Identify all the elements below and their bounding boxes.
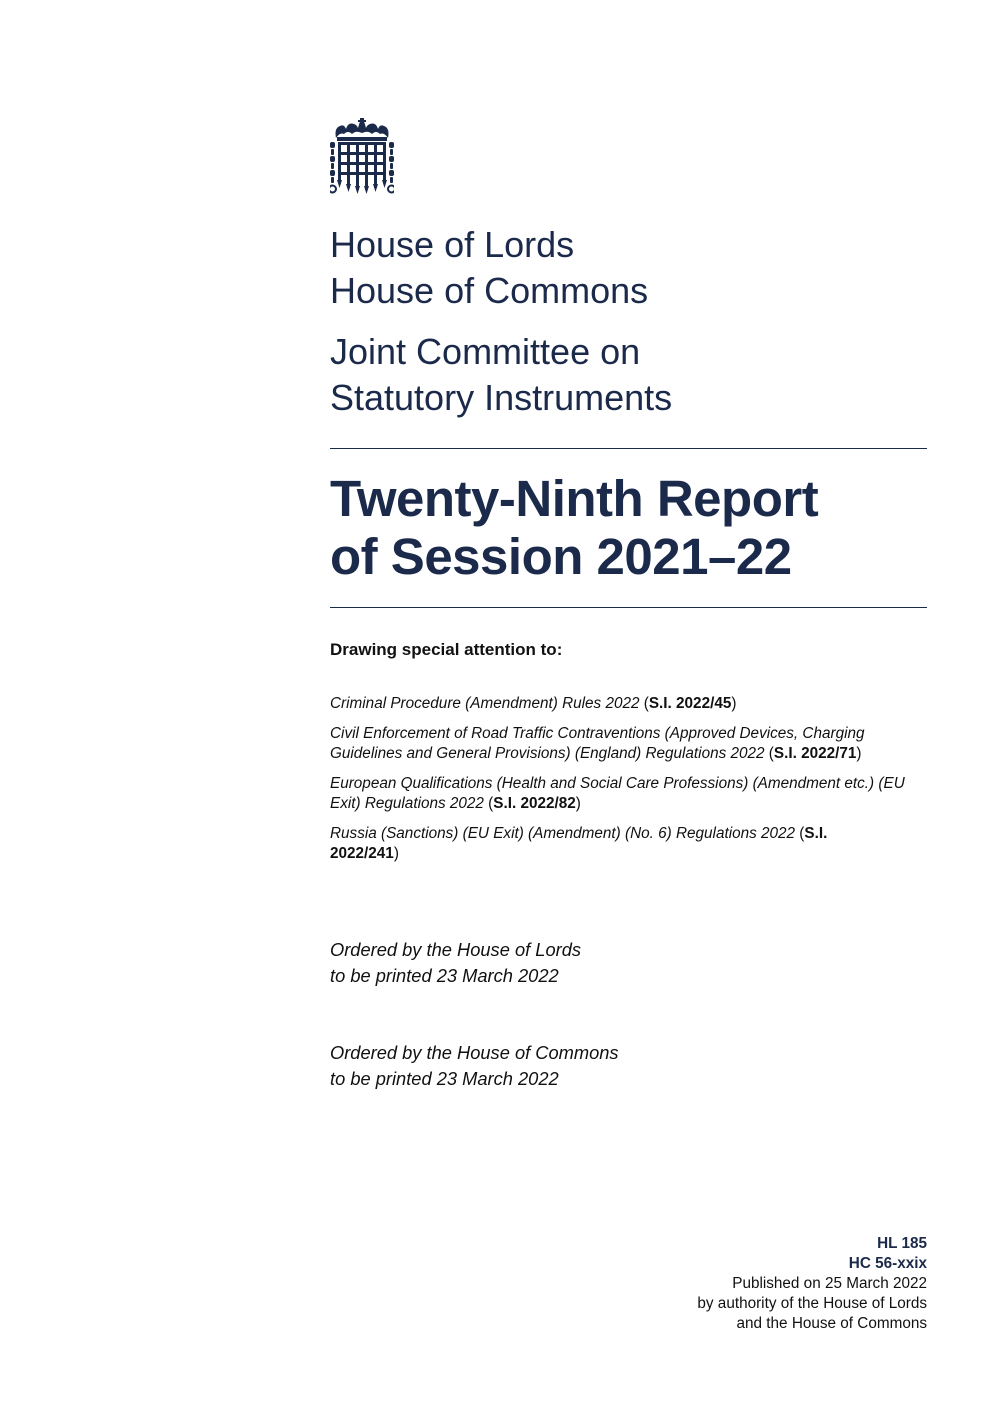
ordered-commons-line-1: Ordered by the House of Commons — [330, 1042, 619, 1063]
attention-heading: Drawing special attention to: — [330, 640, 563, 659]
houses-heading — [330, 222, 648, 314]
instrument-item — [330, 824, 860, 864]
ordered-commons-line-2: to be printed 23 March 2022 — [330, 1068, 559, 1089]
ref-close: ) — [856, 745, 862, 762]
ref-open: ( — [764, 745, 774, 762]
ref-close: ) — [393, 845, 399, 862]
instrument-list — [330, 694, 930, 874]
instrument-ref: S.I. 2022/241 — [330, 825, 828, 862]
committee-heading — [330, 329, 672, 421]
divider-top — [330, 448, 927, 449]
instrument-item — [330, 774, 920, 814]
report-title-line-1: Twenty-Ninth Report — [330, 470, 819, 527]
committee-line-2: Statutory Instruments — [330, 377, 673, 418]
publication-info — [697, 1234, 927, 1334]
report-title — [330, 470, 818, 586]
instrument-item — [330, 724, 900, 764]
ref-open: ( — [639, 695, 649, 712]
instrument-name: Civil Enforcement of Road Traffic Contraventions (Approved Devices, Charging Guidelines and General Provisions) (England) Regulations 2022 — [330, 725, 865, 762]
ordered-lords-line-1: Ordered by the House of Lords — [330, 939, 582, 960]
hl-number: HL 185 — [877, 1235, 927, 1252]
ordered-by-commons — [330, 1040, 619, 1092]
authority-line-2: and the House of Commons — [736, 1315, 927, 1332]
instrument-item — [330, 694, 930, 714]
report-title-line-2: of Session 2021–22 — [330, 528, 792, 585]
ref-close: ) — [575, 795, 581, 812]
ref-open: ( — [795, 825, 805, 842]
instrument-ref: S.I. 2022/82 — [493, 795, 576, 812]
ordered-by-lords — [330, 937, 581, 989]
house-of-commons-label: House of Commons — [330, 270, 649, 311]
published-date: Published on 25 March 2022 — [732, 1275, 927, 1292]
authority-line-1: by authority of the House of Lords — [697, 1295, 927, 1312]
house-of-lords-label: House of Lords — [330, 224, 575, 265]
ref-close: ) — [731, 695, 737, 712]
hc-number: HC 56-xxix — [848, 1255, 927, 1272]
divider-bottom — [330, 607, 927, 608]
ref-open: ( — [483, 795, 494, 812]
instrument-name: Criminal Procedure (Amendment) Rules 2022 — [330, 695, 640, 712]
instrument-name: Russia (Sanctions) (EU Exit) (Amendment) (No. 6) Regulations 2022 — [330, 825, 796, 842]
instrument-ref: S.I. 2022/71 — [773, 745, 857, 762]
instrument-ref: S.I. 2022/45 — [648, 695, 732, 712]
instrument-name: European Qualifications (Health and Social Care Professions) (Amendment etc.) (EU Exit) Regulations 2022 — [330, 775, 905, 812]
ordered-lords-line-2: to be printed 23 March 2022 — [330, 965, 559, 986]
portcullis-logo — [330, 118, 394, 196]
portcullis-icon — [330, 118, 394, 196]
committee-line-1: Joint Committee on — [330, 331, 641, 372]
